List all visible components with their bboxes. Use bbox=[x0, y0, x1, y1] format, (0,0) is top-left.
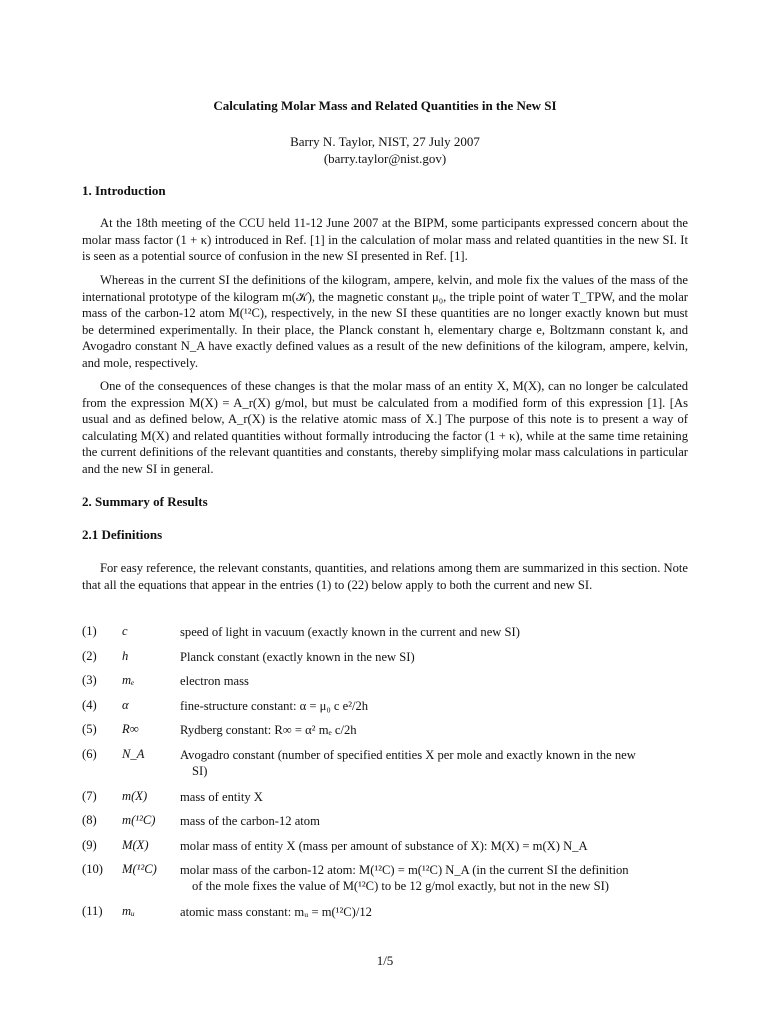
email-line: (barry.taylor@nist.gov) bbox=[323, 151, 447, 166]
intro-paragraph-3: One of the consequences of these changes is that the molar mass of an entity X, M(X), can no longer be calculated from the expression M(X) = A_r(X) g/mol, but must be calculated from a modified form of this expression [1]. [As usual and as defined below, A_r(X) is the relative atomic mass of X.] The purpose of this note is to present a way of calculating M(X) and related quantities without formally introducing the factor (1 + κ), while at the same time retaining the current definitions of the relevant quantities and constants, thereby simplifying molar mass calculations in particular and the new SI in general. bbox=[82, 379, 688, 476]
intro-paragraph-1: At the 18th meeting of the CCU held 11-12 June 2007 at the BIPM, some participants expressed concern about the molar mass factor (1 + κ) introduced in Ref. [1] in the calculation of molar mass and related quantities in the new SI. It is seen as a potential source of confusion in the new SI presented in Ref. [1]. bbox=[82, 216, 688, 264]
section-heading-summary: 2. Summary of Results bbox=[82, 494, 208, 509]
definition-item bbox=[82, 862, 702, 904]
definition-item bbox=[82, 649, 702, 674]
definition-symbol: mₑ bbox=[122, 673, 135, 687]
definition-symbol: M(X) bbox=[122, 837, 149, 852]
definition-text-continued: SI) bbox=[192, 763, 208, 778]
definition-symbol: R∞ bbox=[122, 722, 139, 736]
definition-item bbox=[82, 747, 702, 789]
definition-symbol: h bbox=[122, 648, 129, 663]
definition-item bbox=[82, 673, 702, 698]
definition-number: (1) bbox=[82, 624, 97, 638]
definition-item bbox=[82, 813, 702, 838]
definition-symbol: α bbox=[122, 697, 129, 712]
definition-item bbox=[82, 904, 702, 929]
document-title: Calculating Molar Mass and Related Quantities in the New SI bbox=[213, 98, 557, 113]
definition-number: (8) bbox=[82, 813, 97, 827]
definitions-intro-paragraph: For easy reference, the relevant constants, quantities, and relations among them are summarized in this section. Note that all the equations that appear in the entries (1) to (22) below apply to both the current and new SI. bbox=[82, 561, 688, 592]
definition-text-block bbox=[180, 747, 700, 779]
definition-number: (4) bbox=[82, 697, 97, 712]
definition-text: fine-structure constant: α = μ₀ c e²/2h bbox=[180, 698, 369, 713]
definition-number: (7) bbox=[82, 788, 97, 803]
definition-text: Planck constant (exactly known in the new SI) bbox=[180, 649, 415, 664]
definition-text: speed of light in vacuum (exactly known in the current and new SI) bbox=[180, 625, 520, 639]
definition-symbol: M(¹²C) bbox=[122, 862, 157, 876]
definition-symbol: c bbox=[122, 624, 128, 638]
definition-number: (5) bbox=[82, 722, 97, 736]
definition-text: Avogadro constant (number of specified entities X per mole and exactly known in the new bbox=[180, 747, 636, 762]
definition-text: mass of the carbon-12 atom bbox=[180, 814, 320, 828]
definition-item bbox=[82, 838, 702, 863]
definition-text: Rydberg constant: R∞ = α² mₑ c/2h bbox=[180, 723, 357, 737]
page-number: 1/5 bbox=[376, 953, 394, 968]
definition-text: molar mass of the carbon-12 atom: M(¹²C) = m(¹²C) N_A (in the current SI the definition bbox=[180, 863, 629, 877]
section-heading-introduction: 1. Introduction bbox=[82, 183, 166, 198]
definition-number: (2) bbox=[82, 648, 97, 663]
definition-item bbox=[82, 624, 702, 649]
definition-symbol: mᵤ bbox=[122, 904, 135, 918]
definition-number: (10) bbox=[82, 862, 103, 876]
definition-item bbox=[82, 789, 702, 814]
definition-text: atomic mass constant: mᵤ = m(¹²C)/12 bbox=[180, 905, 372, 919]
definition-symbol: m(¹²C) bbox=[122, 813, 156, 827]
definition-number: (6) bbox=[82, 746, 97, 761]
definition-number: (9) bbox=[82, 837, 97, 852]
definition-text: mass of entity X bbox=[180, 789, 263, 804]
author-line: Barry N. Taylor, NIST, 27 July 2007 bbox=[290, 134, 480, 149]
definition-symbol: N_A bbox=[122, 746, 145, 761]
author-block bbox=[0, 133, 770, 167]
definition-number: (11) bbox=[82, 904, 103, 918]
definition-text: molar mass of entity X (mass per amount of substance of X): M(X) = m(X) N_A bbox=[180, 838, 588, 853]
definition-text: electron mass bbox=[180, 674, 249, 688]
definition-symbol: m(X) bbox=[122, 788, 148, 803]
definitions-list bbox=[82, 624, 702, 929]
definition-text-block bbox=[180, 862, 700, 894]
definition-number: (3) bbox=[82, 673, 97, 687]
definition-item bbox=[82, 722, 702, 747]
definition-item bbox=[82, 698, 702, 723]
intro-paragraph-2: Whereas in the current SI the definitions of the kilogram, ampere, kelvin, and mole fix the values of the mass of the international prototype of the kilogram m(𝒦), the magnetic constant μ₀, the triple point of water T_TPW, and the molar mass of the carbon-12 atom M(¹²C), respectively, in the new SI these quantities are no longer exactly known but must be determined experimentally. In their place, the Planck constant h, elementary charge e, Boltzmann constant k, and Avogadro constant N_A have exactly defined values as a result of the new definitions of the kilogram, ampere, kelvin, and mole, respectively. bbox=[82, 273, 688, 370]
section-heading-definitions: 2.1 Definitions bbox=[82, 527, 163, 542]
definition-text-continued: of the mole fixes the value of M(¹²C) to be 12 g/mol exactly, but not in the new SI) bbox=[192, 879, 609, 893]
